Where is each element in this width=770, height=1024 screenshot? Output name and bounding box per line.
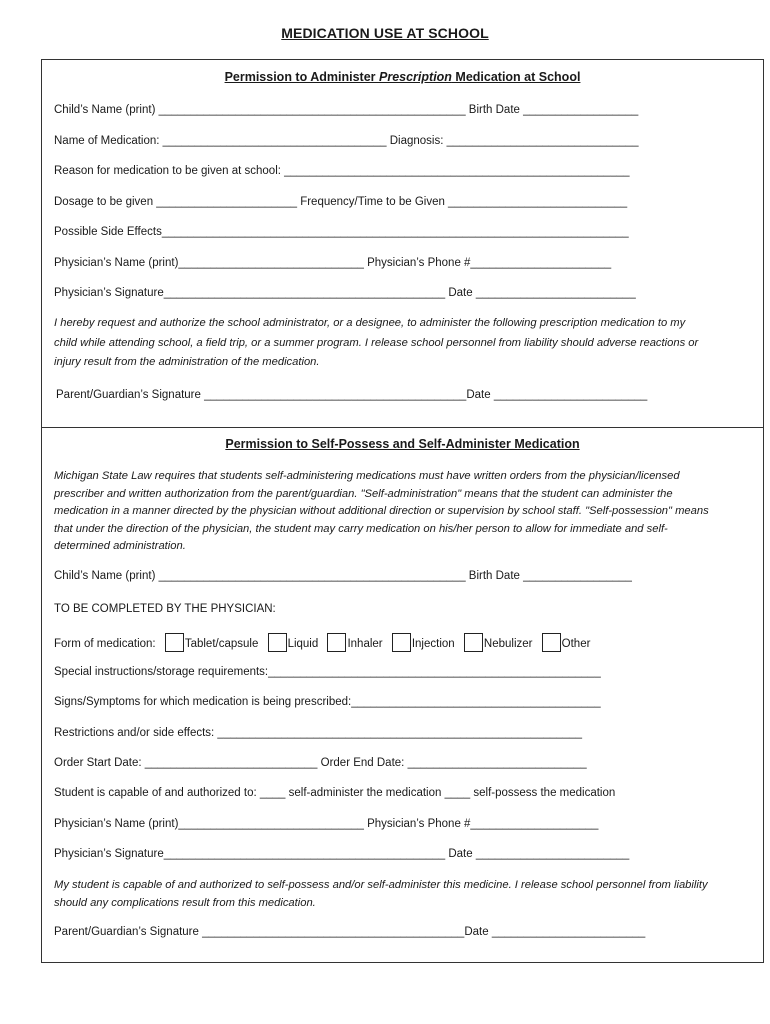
medication-name-field[interactable]: Name of Medication: ___________________________________ Diagnosis: ______________________________ <box>54 135 639 147</box>
law-statement: Michigan State Law requires that students self-administering medications must have written orders from the physician/licensed prescriber and written authorization from the parent/guardian. "Self-administration" means that the student can administer the medication in a manner directed by the physician without additional direction or supervision by school staff. "Self-possession" means that under the direction of the physician, the student may carry medication on his/her person to allow for immediate and self-determined administration. <box>54 470 709 552</box>
student-capability-statement: My student is capable of and authorized to self-possess and/or self-administer this medicine. I release school personnel from liability should any complications result from this medication. <box>54 879 708 909</box>
capability-field[interactable]: Student is capable of and authorized to: ____ self-administer the medication ____ self-possess the medication <box>54 787 616 799</box>
nebulizer-label: Nebulizer <box>483 638 533 650</box>
side-effects-field[interactable]: Possible Side Effects_________________________________________________________________________ <box>54 226 629 238</box>
inhaler-label: Inhaler <box>347 638 383 650</box>
injection-checkbox[interactable] <box>392 633 411 652</box>
form-of-medication-row <box>54 633 590 652</box>
inhaler-checkbox[interactable] <box>327 633 346 652</box>
restrictions-field[interactable]: Restrictions and/or side effects: _________________________________________________________ <box>54 727 582 739</box>
page-title: MEDICATION USE AT SCHOOL <box>281 25 489 41</box>
section2-heading: Permission to Self-Possess and Self-Administer Medication <box>225 437 580 451</box>
tablet-label: Tablet/capsule <box>184 638 259 650</box>
physician-name-field-2[interactable]: Physician’s Name (print)_____________________________ Physician’s Phone #____________________ <box>54 818 599 830</box>
order-dates-field[interactable]: Order Start Date: ___________________________ Order End Date: ____________________________ <box>54 757 587 769</box>
liquid-checkbox[interactable] <box>268 633 287 652</box>
section1-heading: Permission to Administer Prescription Medication at School <box>224 70 581 84</box>
other-checkbox[interactable] <box>542 633 561 652</box>
guardian-signature-field[interactable]: Parent/Guardian’s Signature _________________________________________Date ________________________ <box>56 389 648 401</box>
self-administer-section <box>41 427 764 963</box>
authorization-statement: I hereby request and authorize the school administrator, or a designee, to administer the following prescription medication to my child while attending school, a field trip, or a summer program. I release school personnel from liability should adverse reactions or injury result from the administration of the medication. <box>54 317 699 368</box>
injection-label: Injection <box>411 638 455 650</box>
physician-signature-field-2[interactable]: Physician’s Signature____________________________________________ Date ________________________ <box>54 848 630 860</box>
tablet-checkbox[interactable] <box>165 633 184 652</box>
reason-field[interactable]: Reason for medication to be given at school: ______________________________________________________ <box>54 165 630 177</box>
form-label: Form of medication: <box>54 638 156 650</box>
physician-signature-field[interactable]: Physician’s Signature____________________________________________ Date _________________________ <box>54 287 636 299</box>
guardian-signature-field-2[interactable]: Parent/Guardian’s Signature _________________________________________Date ________________________ <box>54 926 646 938</box>
child-name-field[interactable]: Child’s Name (print) ________________________________________________ Birth Date __________________ <box>54 104 639 116</box>
dosage-field[interactable]: Dosage to be given ______________________ Frequency/Time to be Given ____________________________ <box>54 196 628 208</box>
other-label: Other <box>561 638 591 650</box>
liquid-label: Liquid <box>287 638 319 650</box>
physician-name-field[interactable]: Physician’s Name (print)_____________________________ Physician’s Phone #______________________ <box>54 257 612 269</box>
symptoms-field[interactable]: Signs/Symptoms for which medication is being prescribed:_______________________________________ <box>54 696 601 708</box>
nebulizer-checkbox[interactable] <box>464 633 483 652</box>
prescription-permission-section <box>41 59 764 428</box>
child-name-field-2[interactable]: Child’s Name (print) ________________________________________________ Birth Date _________________ <box>54 570 632 582</box>
physician-header: TO BE COMPLETED BY THE PHYSICIAN: <box>54 603 276 615</box>
special-instructions-field[interactable]: Special instructions/storage requirements:____________________________________________________ <box>54 666 601 678</box>
